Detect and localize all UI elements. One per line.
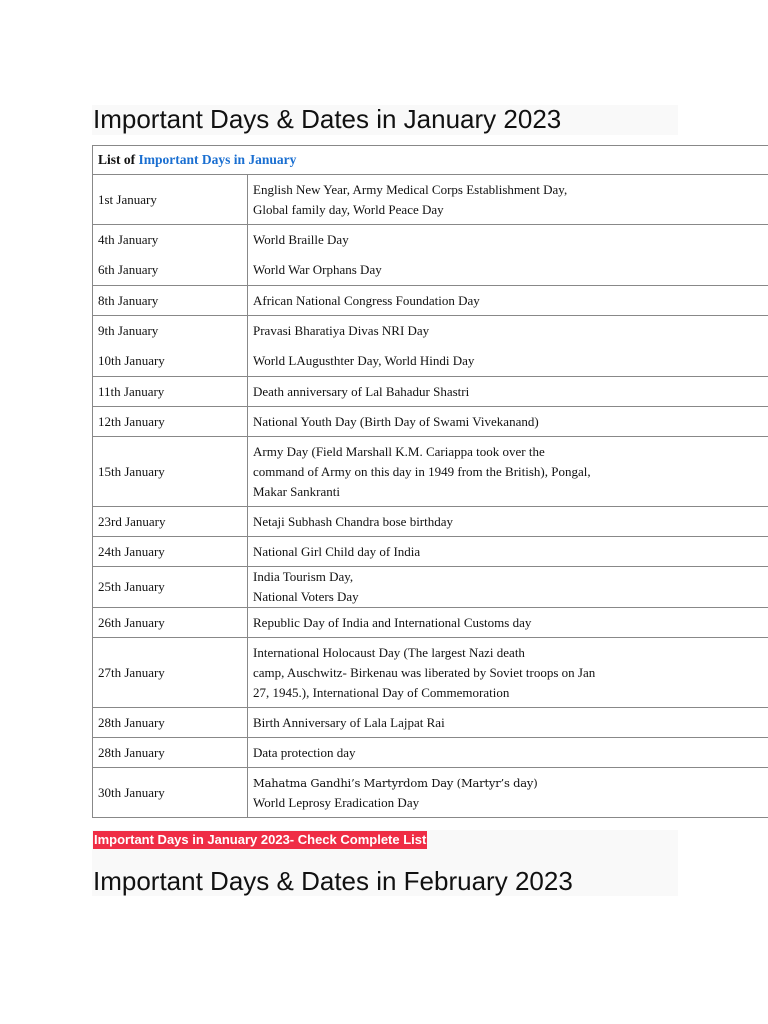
event-text: National Youth Day (Birth Day of Swami Vivekanand) xyxy=(253,413,539,429)
table-row xyxy=(93,537,768,567)
table-header-prefix: List of xyxy=(98,152,139,167)
date-cell xyxy=(93,175,248,225)
date-text: 8th January xyxy=(98,292,159,308)
event-text: Data protection day xyxy=(253,744,356,760)
date-cell xyxy=(93,437,248,507)
event-cell xyxy=(248,377,768,407)
date-text: 28th January xyxy=(98,714,165,730)
event-cell xyxy=(248,738,768,768)
event-cell xyxy=(248,175,768,225)
event-cell xyxy=(248,537,768,567)
date-cell xyxy=(93,377,248,407)
date-text: 28th January xyxy=(98,744,165,760)
date-text: 23rd January xyxy=(98,513,166,529)
date-text: 25th January xyxy=(98,579,165,594)
date-text: 15th January xyxy=(98,463,165,479)
event-cell xyxy=(248,608,768,638)
february-heading: Important Days & Dates in February 2023 xyxy=(93,866,573,896)
event-text: Death anniversary of Lal Bahadur Shastri xyxy=(253,383,470,399)
event-text: Makar Sankranti xyxy=(253,483,341,499)
date-cell xyxy=(93,537,248,567)
table-row xyxy=(93,608,768,638)
date-cell xyxy=(93,286,248,316)
date-text: 9th January xyxy=(98,323,159,338)
event-text: Birth Anniversary of Lala Lajpat Rai xyxy=(253,714,445,730)
event-text: World Braille Day xyxy=(253,232,349,247)
date-cell xyxy=(93,708,248,738)
date-text: 10th January xyxy=(98,353,165,368)
table-row xyxy=(93,286,768,316)
important-days-link[interactable]: Important Days in January xyxy=(138,152,297,167)
date-text: 27th January xyxy=(98,664,165,680)
date-cell xyxy=(93,507,248,537)
table-row xyxy=(93,225,768,286)
table-row xyxy=(93,738,768,768)
date-text: 24th January xyxy=(98,543,165,559)
check-complete-list-link[interactable]: Important Days in January 2023- Check Complete List xyxy=(94,832,427,847)
table-row xyxy=(93,507,768,537)
table-row xyxy=(93,638,768,708)
event-text: camp, Auschwitz- Birkenau was liberated by Soviet troops on Jan xyxy=(253,664,596,680)
event-text: English New Year, Army Medical Corps Establishment Day, xyxy=(253,181,568,197)
january-heading: Important Days & Dates in January 2023 xyxy=(93,104,562,134)
date-text: 6th January xyxy=(98,262,159,277)
event-text: Army Day (Field Marshall K.M. Cariappa took over the xyxy=(253,443,545,459)
table-header-cell xyxy=(93,146,768,175)
table-header-row xyxy=(93,146,768,175)
date-text: 30th January xyxy=(98,784,165,800)
event-text: International Holocaust Day (The largest Nazi death xyxy=(253,644,525,660)
event-text: Global family day, World Peace Day xyxy=(253,201,444,217)
event-cell xyxy=(248,638,768,708)
event-text: World Leprosy Eradication Day xyxy=(253,794,420,810)
table-row xyxy=(93,708,768,738)
date-cell xyxy=(93,316,248,377)
date-cell xyxy=(93,768,248,818)
event-cell xyxy=(248,768,768,818)
event-text: command of Army on this day in 1949 from the British), Pongal, xyxy=(253,463,591,479)
event-text: National Voters Day xyxy=(253,589,359,604)
event-cell xyxy=(248,437,768,507)
event-text: 27, 1945.), International Day of Commemoration xyxy=(253,684,510,700)
date-text: 4th January xyxy=(98,232,159,247)
date-cell xyxy=(93,608,248,638)
table-row xyxy=(93,407,768,437)
event-text: African National Congress Foundation Day xyxy=(253,292,480,308)
date-text: 1st January xyxy=(98,191,157,207)
date-text: 11th January xyxy=(98,383,165,399)
table-row xyxy=(93,175,768,225)
event-cell xyxy=(248,407,768,437)
date-cell xyxy=(93,407,248,437)
date-cell xyxy=(93,567,248,608)
event-cell xyxy=(248,507,768,537)
date-cell xyxy=(93,738,248,768)
table-row xyxy=(93,437,768,507)
event-cell xyxy=(248,286,768,316)
important-days-table xyxy=(92,145,768,818)
event-text: Netaji Subhash Chandra bose birthday xyxy=(253,513,454,529)
date-cell xyxy=(93,638,248,708)
event-text: World LAugusthter Day, World Hindi Day xyxy=(253,353,475,368)
event-text: National Girl Child day of India xyxy=(253,543,421,559)
event-cell xyxy=(248,567,768,608)
table-row xyxy=(93,316,768,377)
event-text: Republic Day of India and International Customs day xyxy=(253,614,532,630)
table-row xyxy=(93,768,768,818)
date-text: 12th January xyxy=(98,413,165,429)
event-cell xyxy=(248,316,768,377)
event-cell xyxy=(248,708,768,738)
event-text: Mahatma Gandhi’s Martyrdom Day (Martyr’s day) xyxy=(253,775,538,790)
event-text: India Tourism Day, xyxy=(253,569,354,584)
table-row xyxy=(93,377,768,407)
date-text: 26th January xyxy=(98,614,165,630)
date-cell xyxy=(93,225,248,286)
event-text: World War Orphans Day xyxy=(253,262,382,277)
table-row xyxy=(93,567,768,608)
event-text: Pravasi Bharatiya Divas NRI Day xyxy=(253,323,430,338)
event-cell xyxy=(248,225,768,286)
